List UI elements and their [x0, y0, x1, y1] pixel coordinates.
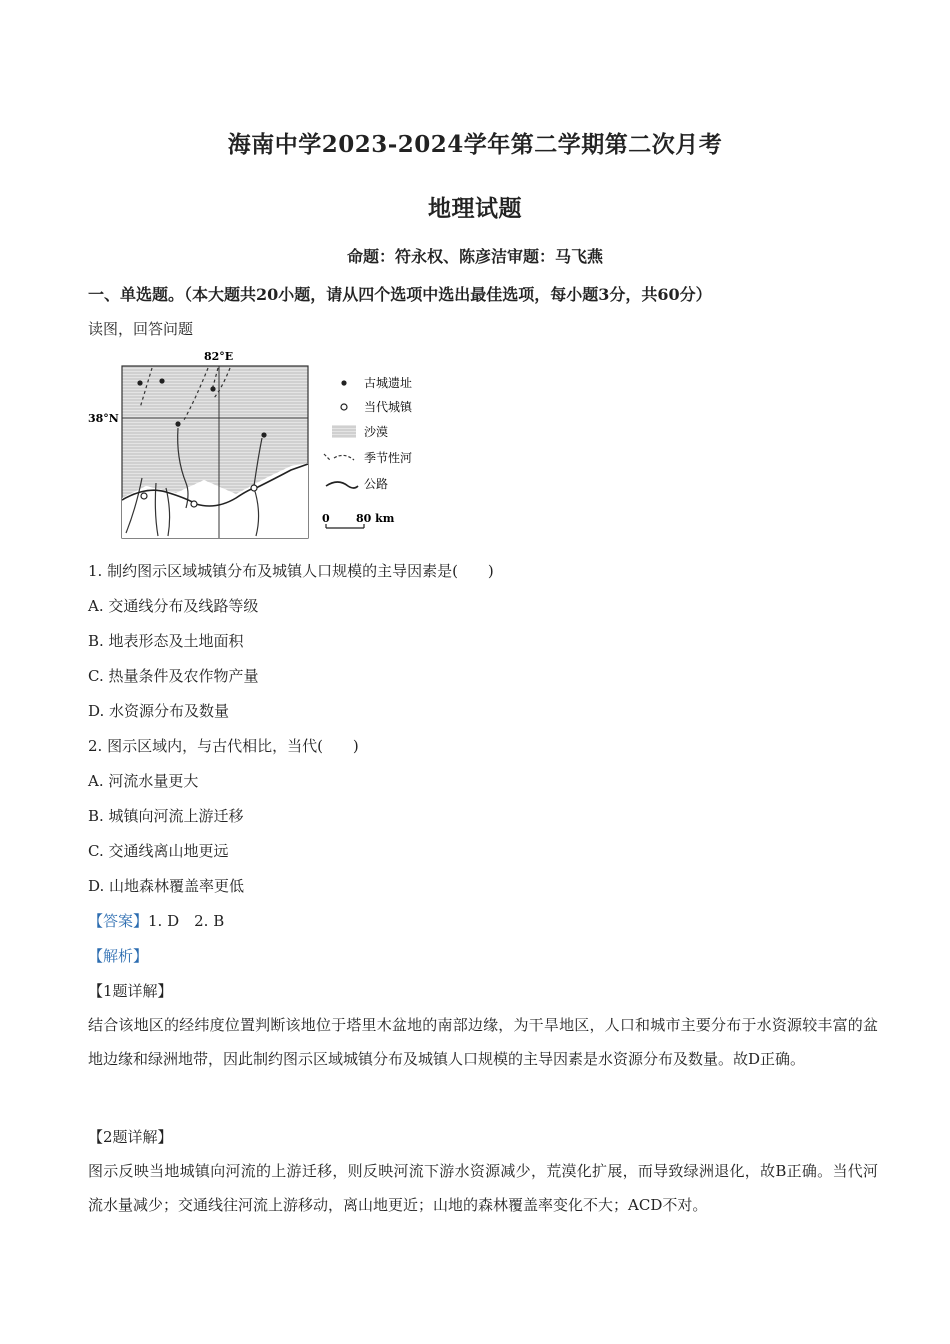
answer-tag: 【答案】: [88, 912, 149, 930]
modern-town: [141, 493, 147, 499]
lon-label: 82°E: [204, 350, 234, 363]
q1-option-c: C. 热量条件及农作物产量: [88, 667, 259, 685]
q2-option-b: B. 城镇向河流上游迁移: [88, 807, 244, 825]
legend-river-icon: [324, 454, 354, 460]
modern-town: [191, 501, 197, 507]
exam-subject: 地理试题: [428, 195, 522, 222]
ancient-city: [175, 421, 180, 426]
legend-road: 公路: [364, 477, 389, 491]
answer-text: 1. D 2. B: [148, 912, 225, 930]
ancient-city: [159, 378, 164, 383]
legend-ancient: 古城遗址: [364, 376, 413, 390]
section-heading: 一、单选题。（本大题共20小题，请从四个选项中选出最佳选项，每小题3分，共60分）: [88, 285, 712, 304]
exam-title: 海南中学2023-2024学年第二学期第二次月考: [227, 131, 723, 158]
q1-option-b: B. 地表形态及土地面积: [88, 632, 244, 650]
ancient-city: [261, 432, 266, 437]
region-map: [86, 348, 431, 544]
exam-authors: 命题：符永权、陈彦洁审题：马飞燕: [346, 247, 603, 266]
analysis-tag: 【解析】: [88, 947, 149, 965]
lat-label: 38°N: [88, 412, 119, 425]
legend-desert-icon: [332, 425, 356, 438]
modern-town: [251, 485, 257, 491]
legend-ancient-icon: [341, 380, 346, 385]
detail2-tag: 【2题详解】: [88, 1128, 173, 1146]
detail1-tag: 【1题详解】: [88, 982, 173, 1000]
q1-stem: 1. 制约图示区域城镇分布及城镇人口规模的主导因素是( ): [88, 562, 494, 580]
ancient-city: [210, 386, 215, 391]
legend-modern-icon: [341, 404, 347, 410]
legend-desert: 沙漠: [364, 425, 389, 439]
detail1-text: 结合该地区的经纬度位置判断该地位于塔里木盆地的南部边缘，为干旱地区，人口和城市主要分布于水资源较丰富的盆地边缘和绿洲地带，因此制约图示区域城镇分布及城镇人口规模的主导因素是水资源分布及数量。故D正确。: [88, 1016, 878, 1068]
detail2-text: 图示反映当地城镇向河流的上游迁移，则反映河流下游水资源减少，荒漠化扩展，而导致绿洲退化，故B正确。当代河流水量减少；交通线往河流上游移动，离山地更近；山地的森林覆盖率变化不大；ACD不对。: [88, 1162, 878, 1214]
legend-river: 季节性河: [364, 451, 413, 465]
answer-line: [88, 910, 224, 931]
q2-stem: 2. 图示区域内，与古代相比，当代( ): [88, 737, 359, 755]
scale-label: 80 km: [356, 512, 395, 525]
q1-option-d: D. 水资源分布及数量: [88, 702, 230, 720]
legend-road-icon: [326, 482, 358, 488]
q2-option-d: D. 山地森林覆盖率更低: [88, 877, 245, 895]
ancient-city: [137, 380, 142, 385]
question-intro: 读图，回答问题: [88, 320, 194, 338]
legend-modern: 当代城镇: [364, 400, 413, 414]
q2-option-c: C. 交通线离山地更远: [88, 842, 229, 860]
q2-option-a: A. 河流水量更大: [88, 772, 199, 790]
q1-option-a: A. 交通线分布及线路等级: [88, 597, 259, 615]
scale-zero: 0: [322, 512, 330, 525]
